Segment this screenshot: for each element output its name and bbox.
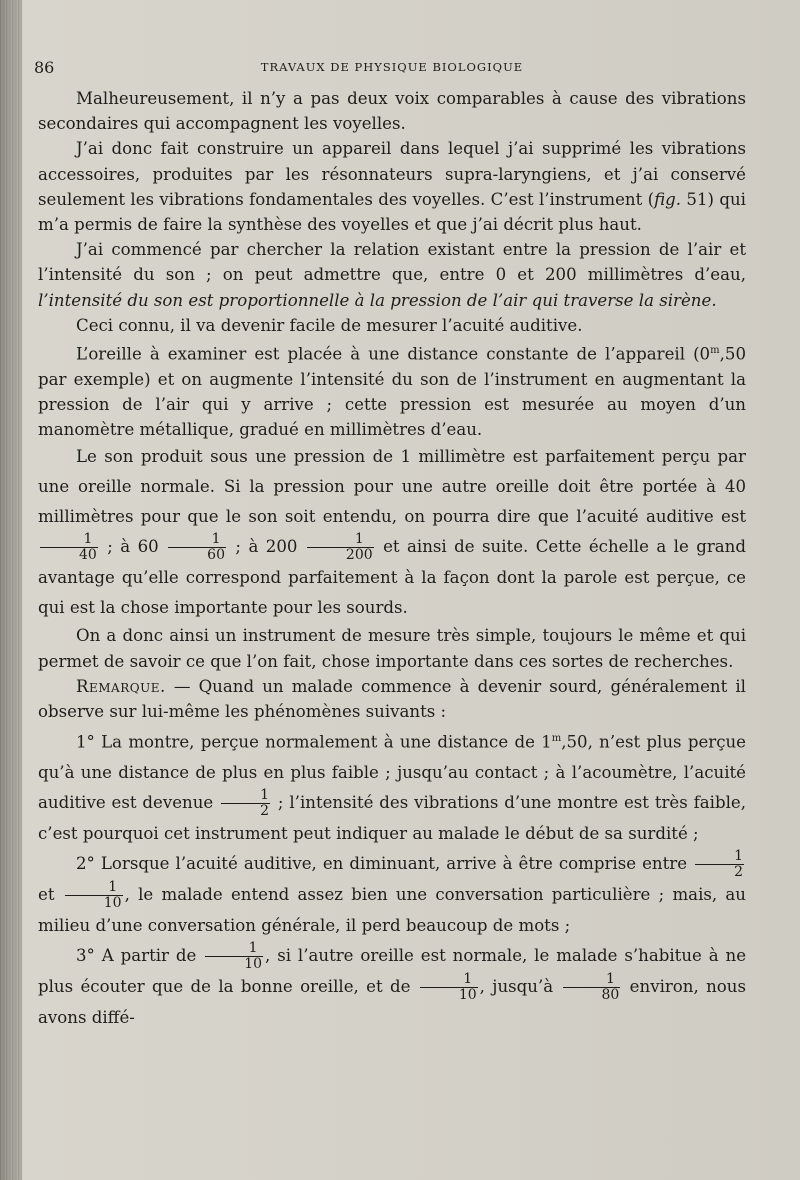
paragraph-6: Le son produit sous une pression de 1 millimètre est parfaitement perçu par une oreille normale. Si la pression pour une autre oreille doit être portée à 40 millimètres pour que le son soit entendu, on pourra dire que l’acuité auditive est $\frac{1}{40}$ ; à 60 $\frac{1}{60}$ ; à 200 $\frac{1}{200}$ et ainsi de suite. Cette échelle a le grand avantage qu’elle correspond parfaitement à la façon dont la parole est perçue, ce qui est la chose importante pour les sourds. [38, 447, 746, 618]
remarque-label: Remarque. [76, 676, 166, 696]
paragraph-item-1: 1° La montre, perçue normalement à une distance de 1$^m$,50, n’est plus perçue qu’à une distance de plus en plus faible ; jusqu’au contact ; à l’acoumètre, l’acuité auditive est devenue $\frac{1}{2}$ ; l’intensité des vibrations d’une montre est très faible, c’est pourquoi cet instrument peut indiquer au malade le début de sa surdité ; [38, 732, 746, 843]
running-head: TRAVAUX DE PHYSIQUE BIOLOGIQUE [260, 60, 524, 74]
paragraph-5: L’oreille à examiner est placée à une distance constante de l’appareil (0$^m$,50 par exemple) et on augmente l’intensité du son de l’instrument en augmentant la pression de l’air qui y arrive ; cette pression est mesurée au moyen d’un manomètre métallique, gradué en millimètres d’eau. [38, 344, 746, 440]
paragraph-2: J’ai donc fait construire un appareil dans lequel j’ai supprimé les vibrations accessoires, produites par les résonnateurs supra-laryngiens, et j’ai conservé seulement les vibrations fondamentales des voyelles. C’est l’instrument (fig. 51) qui m’a permis de faire la synthèse des voyelles et que j’ai décrit plus haut. [38, 139, 746, 235]
italic-statement: l’intensité du son est proportionnelle à la pression de l’air qui traverse la sirène. [38, 290, 717, 310]
page-header [34, 58, 750, 86]
fraction-1-60: $\frac{1}{60}$ [168, 532, 226, 563]
paragraph-4: Ceci connu, il va devenir facile de mesurer l’acuité auditive. [76, 315, 583, 335]
paragraph-item-3: 3° A partir de $\frac{1}{10}$ , si l’autre oreille est normale, le malade s’habitue à ne plus écouter que de la bonne oreille, et de $\frac{1}{10}$ , jusqu’à $\frac{1}{80}$ environ, nous avons diffé- [38, 939, 747, 1027]
paragraph-7: On a donc ainsi un instrument de mesure très simple, toujours le même et qui permet de savoir ce que l’on fait, chose importante dans ces sortes de recherches. [38, 626, 746, 671]
fraction-1-80: $\frac{1}{80}$ [563, 972, 621, 1003]
page-number: 86 [34, 58, 55, 77]
fraction-1-10-start: $\frac{1}{10}$ [205, 941, 263, 972]
fraction-1-10-range: $\frac{1}{10}$ [65, 880, 123, 911]
fraction-1-10-from: $\frac{1}{10}$ [420, 972, 478, 1003]
fraction-1-2: $\frac{1}{2}$ [221, 788, 270, 819]
paragraph-1: Malheureusement, il n’y a pas deux voix comparables à cause des vibrations secondaires qui accompagnent les voyelles. [38, 89, 746, 134]
fraction-1-200: $\frac{1}{200}$ [307, 532, 374, 563]
fraction-1-2-range: $\frac{1}{2}$ [695, 849, 744, 880]
paragraph-3: J’ai commencé par chercher la relation existant entre la pression de l’air et l’intensité du son ; on peut admettre que, entre 0 et 200 millimètres d’eau, l’intensité du son est proportionnelle à la pression de l’air qui traverse la sirène. [38, 240, 746, 310]
paragraph-item-2: 2° Lorsque l’acuité auditive, en diminuant, arrive à être comprise entre $\frac{1}{2}$ et $\frac{1}{10}$ , le malade entend assez bien une conversation particulière ; mais, au milieu d’une conversation générale, il perd beaucoup de mots ; [38, 847, 746, 935]
book-spine-shadow [0, 0, 22, 1180]
fraction-1-40: $\frac{1}{40}$ [40, 532, 98, 563]
paragraph-remarque: Remarque. — Quand un malade commence à devenir sourd, généralement il observe sur lui-même les phénomènes suivants : [38, 676, 746, 721]
figure-reference: fig. [654, 189, 682, 209]
body-text [38, 86, 746, 1033]
